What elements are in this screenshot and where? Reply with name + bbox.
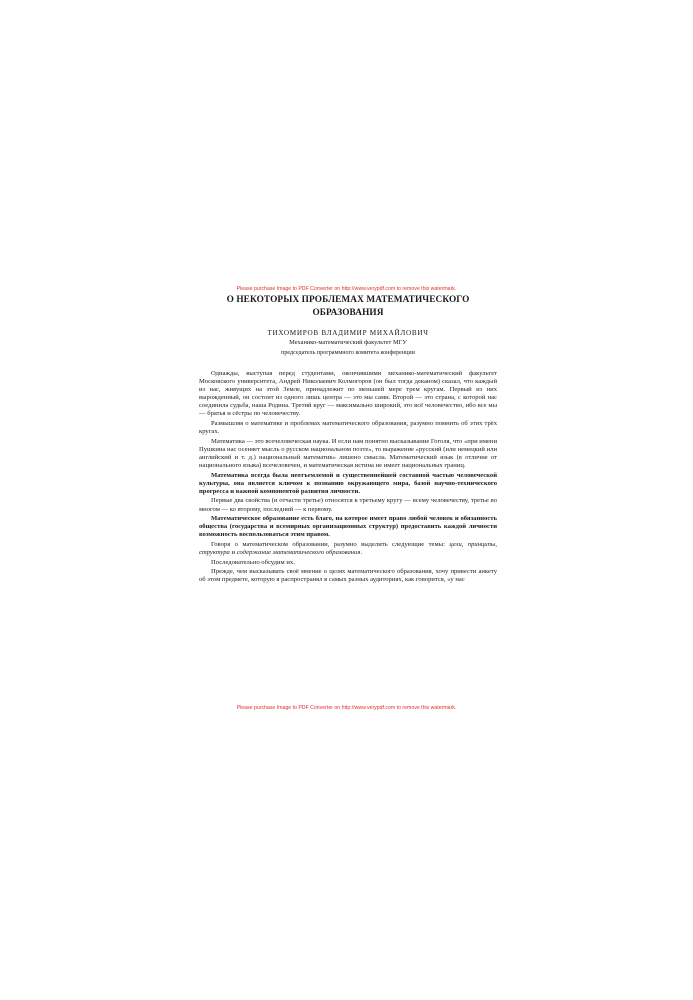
paragraph-3: Математика — это всечеловеческая наука. И если нам понятно высказывание Гоголя, что «при имени Пушкина нас осеняет мысль о русском национальном поэте», то выражение «русский (или немецкий или английский и т. д.) национальный математик» лишено смысла. Математический язык (в отличие от национального языка) всечеловечен, и математическая истина не имеет национальных границ. — [199, 437, 497, 470]
title-line-1: О НЕКОТОРЫХ ПРОБЛЕМАХ МАТЕМАТИЧЕСКОГО — [226, 295, 470, 305]
article-page — [199, 294, 497, 584]
paragraph-1: Однажды, выступая перед студентами, окончившими механико-математический факультет Московского университета, Андрей Николаевич Колмогоров (он был тогда деканом) сказал, что каждый из нас, живущих на этой Земле, принадлежит по меньшей мере трем кругам. Первый из них вырожденный, он состоит из одного лишь центра — это мы сами. Второй — это страна, с которой нас соединила судьба, наша Родина. Третий круг — максимально широкий, это всё человечество, ибо все мы — братья и сёстры по человечеству. — [199, 370, 497, 418]
author-role: председатель программного комитета конференции — [281, 350, 415, 356]
paragraph-7-text-c: и — [229, 548, 237, 556]
paragraph-7-emphasis-2: содержание математического образования — [236, 548, 361, 556]
paragraph-6: Математическое образование есть благо, на которое имеет право любой человек и обязанность общества (государства и всемирных организационных структур) предоставить каждой личности возможность воспользоваться этим правом. — [199, 515, 497, 539]
paragraph-4: Математика всегда была неотъемлемой и существеннейшей составной частью человеческой культуры, она является ключом к познанию окружающего мира, базой научно-технического прогресса и важной компонентой развития личности. — [199, 471, 497, 495]
paragraph-7 — [199, 541, 497, 557]
paragraph-8: Последовательно обсудим их. — [211, 558, 295, 566]
paragraph-9: Прежде, чем высказывать своё мнение о целях математического образования, хочу привести анкету об этом предмете, которую я распространял в самых разных аудиториях, как говорится, «у нас — [199, 568, 497, 584]
paragraph-7-text-e: . — [360, 548, 363, 556]
article-title — [199, 294, 497, 319]
title-line-2: ОБРАЗОВАНИЯ — [312, 307, 384, 318]
watermark-top: Please purchase Image to PDF Converter on http://www.verypdf.com to remove this watermark. — [236, 286, 457, 292]
paragraph-7-text-a: Говоря о математическом образовании, разумно выделить следующие темы: — [211, 540, 450, 548]
author-affiliation: Механико-математический факультет МГУ — [289, 339, 407, 346]
paragraph-5: Первые два свойства (и отчасти третье) относятся к третьему кругу — всему человечеству, третье во многом — ко второму, последний — к первому. — [199, 497, 497, 513]
watermark-bottom: Please purchase Image to PDF Converter on http://www.verypdf.com to remove this watermark. — [236, 705, 457, 711]
paragraph-2: Размышляя о математике и проблемах математического образования, разумно помнить об этих трёх кругах. — [199, 420, 497, 436]
author-name: ТИХОМИРОВ ВЛАДИМИР МИХАЙЛОВИЧ — [267, 329, 429, 337]
paragraph-7-emphasis-1: цели, принципы, структура — [199, 540, 497, 556]
